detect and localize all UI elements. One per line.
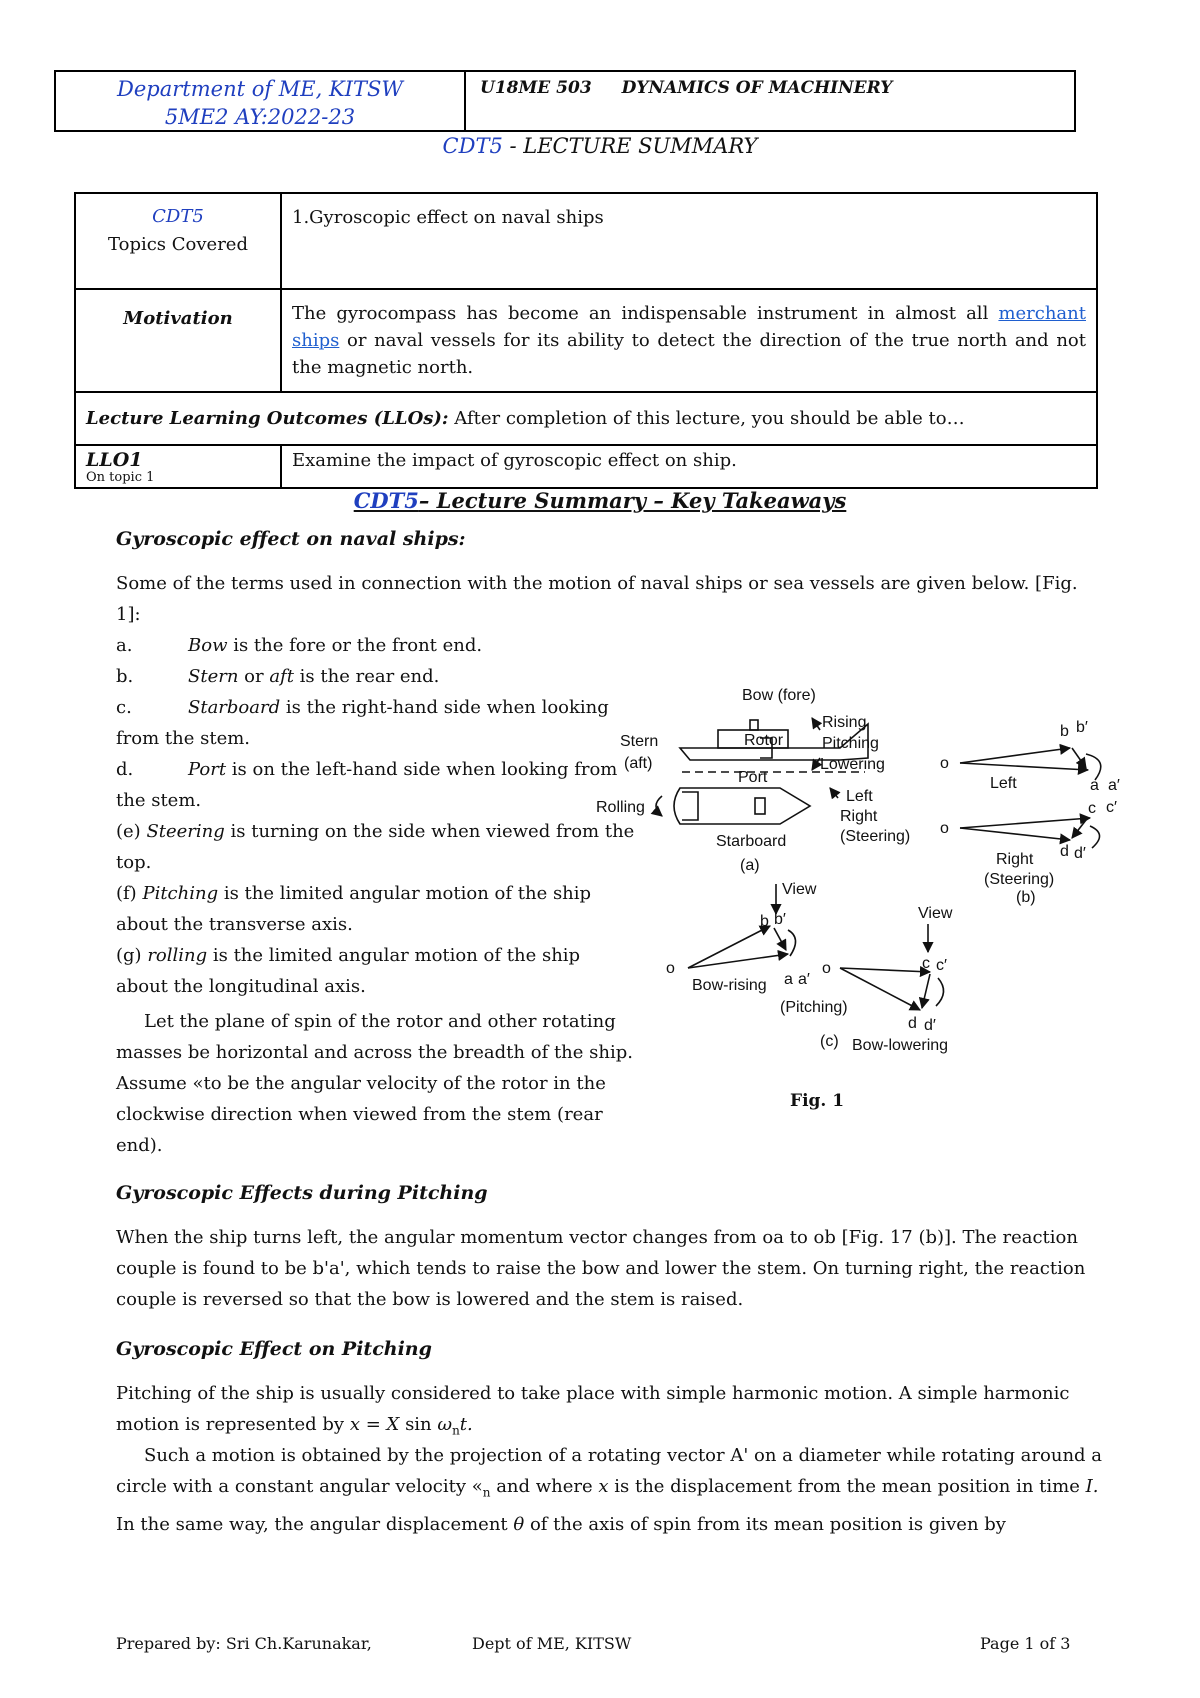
footer-page: Page 1 of 3 bbox=[980, 1634, 1071, 1653]
topics-label-cell bbox=[75, 193, 281, 289]
label-view-2: View bbox=[918, 905, 953, 922]
arrow-left bbox=[830, 788, 838, 798]
llo1-sub: On topic 1 bbox=[86, 470, 155, 485]
label-lowering: Lowering bbox=[820, 756, 885, 773]
topics-covered-label: Topics Covered bbox=[108, 234, 248, 255]
label-bow: Bow (fore) bbox=[742, 687, 816, 704]
llo-intro-cell bbox=[75, 392, 1097, 445]
key-takeaways-heading bbox=[0, 488, 1200, 513]
figure-caption: Fig. 1 bbox=[790, 1091, 845, 1111]
title-rest: - LECTURE SUMMARY bbox=[502, 134, 758, 158]
vector-left-turn bbox=[960, 748, 1101, 780]
label-o-3: o bbox=[666, 960, 675, 977]
label-d2-1: d′ bbox=[1074, 845, 1086, 862]
label-pitching: Pitching bbox=[822, 735, 879, 752]
header-dept: Department of ME, KITSW bbox=[117, 77, 403, 101]
list-item-a: a. Bow is the fore or the front end. bbox=[116, 635, 483, 656]
label-b-2: b bbox=[760, 913, 769, 930]
kt-rest: – Lecture Summary – Key Takeaways bbox=[418, 488, 847, 513]
topics-cdt: CDT5 bbox=[152, 206, 204, 227]
list-item-c: c. Starboard is the right-hand side when looking from the stem. bbox=[116, 697, 609, 749]
llo-heading: Lecture Learning Outcomes (LLOs): bbox=[86, 408, 449, 429]
label-o-2: o bbox=[940, 820, 949, 837]
sec1-heading: Gyroscopic effect on naval ships: bbox=[116, 528, 466, 550]
label-c2-2: c′ bbox=[936, 957, 947, 974]
label-starboard: Starboard bbox=[716, 833, 787, 850]
sec1-para: Let the plane of spin of the rotor and other rotating masses be horizontal and across the breadth of the ship. Assume «to be the angular velocity of the rotor in the clockwise direction when viewed from the stem (rear end). bbox=[116, 1011, 633, 1156]
list-item-b: b. Stern or aft is the rear end. bbox=[116, 666, 440, 687]
label-right-steer: Right bbox=[996, 851, 1034, 868]
list-item-f: (f) Pitching is the limited angular motion of the ship about the transverse axis. bbox=[116, 883, 592, 935]
label-a-1: a bbox=[1090, 777, 1099, 794]
label-o-1: o bbox=[940, 755, 949, 772]
motivation-text-cell bbox=[281, 289, 1097, 392]
course-name: DYNAMICS OF MACHINERY bbox=[621, 78, 893, 98]
label-fig-c: (c) bbox=[820, 1033, 839, 1050]
llo1-text: Examine the impact of gyroscopic effect on ship. bbox=[292, 450, 737, 471]
label-pitching-2: (Pitching) bbox=[780, 999, 848, 1016]
sec2-heading: Gyroscopic Effects during Pitching bbox=[116, 1182, 488, 1204]
topic-1: 1.Gyroscopic effect on naval ships bbox=[292, 207, 604, 228]
merchant-ships-link[interactable]: merchant ships bbox=[292, 303, 1086, 351]
arrow-rising bbox=[812, 718, 820, 730]
sec3-para2: Such a motion is obtained by the projection of a rotating vector A' on a diameter while rotating around a circle with a constant angular velocity «$_n$ and where x is the displacement from the mean position in time I. In the same way, the angular displacement θ of the axis of spin from its mean position is given by bbox=[116, 1445, 1103, 1535]
kt-cdt: CDT5 bbox=[353, 488, 419, 513]
topics-list-cell bbox=[281, 193, 1097, 289]
motivation-text-b: or naval vessels for its ability to detect the direction of the true north and not the magnetic north. bbox=[292, 330, 1086, 378]
sec2-para: When the ship turns left, the angular momentum vector changes from oa to ob [Fig. 17 (b)]. The reaction couple is found to be b'a', which tends to raise the bow and lower the stem. On turning right, the reaction couple is reversed so that the bow is lowered and the stem is raised. bbox=[116, 1227, 1086, 1310]
list-item-g: (g) rolling is the limited angular motion of the ship about the longitudinal axis. bbox=[116, 945, 581, 997]
label-left-2: Left bbox=[990, 775, 1017, 792]
sec1-list bbox=[116, 630, 636, 1161]
label-rising: Rising bbox=[822, 714, 867, 731]
label-c2-1: c′ bbox=[1106, 799, 1117, 816]
label-a2-2: a′ bbox=[798, 971, 810, 988]
motivation-label-cell bbox=[75, 289, 281, 392]
ship-plan-view bbox=[656, 788, 810, 824]
figure-1 bbox=[596, 687, 1180, 1128]
label-d-2: d bbox=[908, 1015, 917, 1032]
label-rolling: Rolling bbox=[596, 799, 645, 816]
label-bow-lowering: Bow-lowering bbox=[852, 1037, 949, 1054]
label-bow-rising: Bow-rising bbox=[692, 977, 767, 994]
label-c-1: c bbox=[1088, 800, 1096, 817]
footer-prepared: Prepared by: Sri Ch.Karunakar, bbox=[116, 1634, 372, 1653]
sec1-intro: Some of the terms used in connection with the motion of naval ships or sea vessels are given below. [Fig. 1]: bbox=[116, 573, 1078, 625]
label-aft: (aft) bbox=[624, 755, 653, 772]
sec3-heading: Gyroscopic Effect on Pitching bbox=[116, 1338, 432, 1360]
label-d-1: d bbox=[1060, 843, 1069, 860]
label-fig-b: (b) bbox=[1016, 889, 1036, 906]
list-item-e: (e) Steering is turning on the side when viewed from the top. bbox=[116, 821, 635, 873]
course-code: U18ME 503 bbox=[480, 78, 592, 98]
label-b-1: b bbox=[1060, 723, 1069, 740]
header-box bbox=[54, 70, 1076, 132]
label-o-4: o bbox=[822, 960, 831, 977]
llo-intro: After completion of this lecture, you should be able to… bbox=[448, 408, 965, 429]
vector-right-turn bbox=[960, 818, 1100, 848]
label-a-2: a bbox=[784, 971, 793, 988]
label-fig-a: (a) bbox=[740, 857, 760, 874]
sec3-para1: Pitching of the ship is usually considered to take place with simple harmonic motion. A simple harmonic motion is represented by x = X $\sin \omega_nt$. bbox=[116, 1383, 1070, 1438]
list-item-d: d. Port is on the left-hand side when looking from the stem. bbox=[116, 759, 618, 811]
label-b2-2: b′ bbox=[774, 911, 786, 928]
label-left: Left bbox=[846, 788, 873, 805]
label-right: Right bbox=[840, 808, 878, 825]
page-title bbox=[0, 134, 1200, 158]
label-d2-2: d′ bbox=[924, 1017, 936, 1034]
label-rotor: Rotor bbox=[744, 732, 784, 749]
llo1-text-cell bbox=[281, 445, 1097, 488]
label-steering: (Steering) bbox=[840, 828, 911, 845]
motivation-text-a: The gyrocompass has become an indispensable instrument in almost all bbox=[292, 303, 999, 324]
label-view-1: View bbox=[782, 881, 817, 898]
label-c-2: c bbox=[922, 955, 930, 972]
header-course-cell bbox=[480, 78, 922, 98]
label-steering-2: (Steering) bbox=[984, 871, 1055, 888]
label-port: Port bbox=[738, 769, 768, 786]
motivation-label: Motivation bbox=[123, 308, 233, 329]
label-stern: Stern bbox=[620, 733, 659, 750]
label-b2-1: b′ bbox=[1076, 719, 1088, 736]
llo1-label: LLO1 bbox=[86, 449, 143, 471]
footer-dept: Dept of ME, KITSW bbox=[472, 1634, 632, 1653]
title-cdt: CDT5 bbox=[442, 134, 503, 158]
llo1-label-cell bbox=[75, 445, 281, 488]
header-year: 5ME2 AY:2022-23 bbox=[164, 105, 356, 129]
topics-table bbox=[74, 192, 1098, 489]
label-a2-1: a′ bbox=[1108, 777, 1120, 794]
header-dept-cell bbox=[56, 72, 466, 130]
